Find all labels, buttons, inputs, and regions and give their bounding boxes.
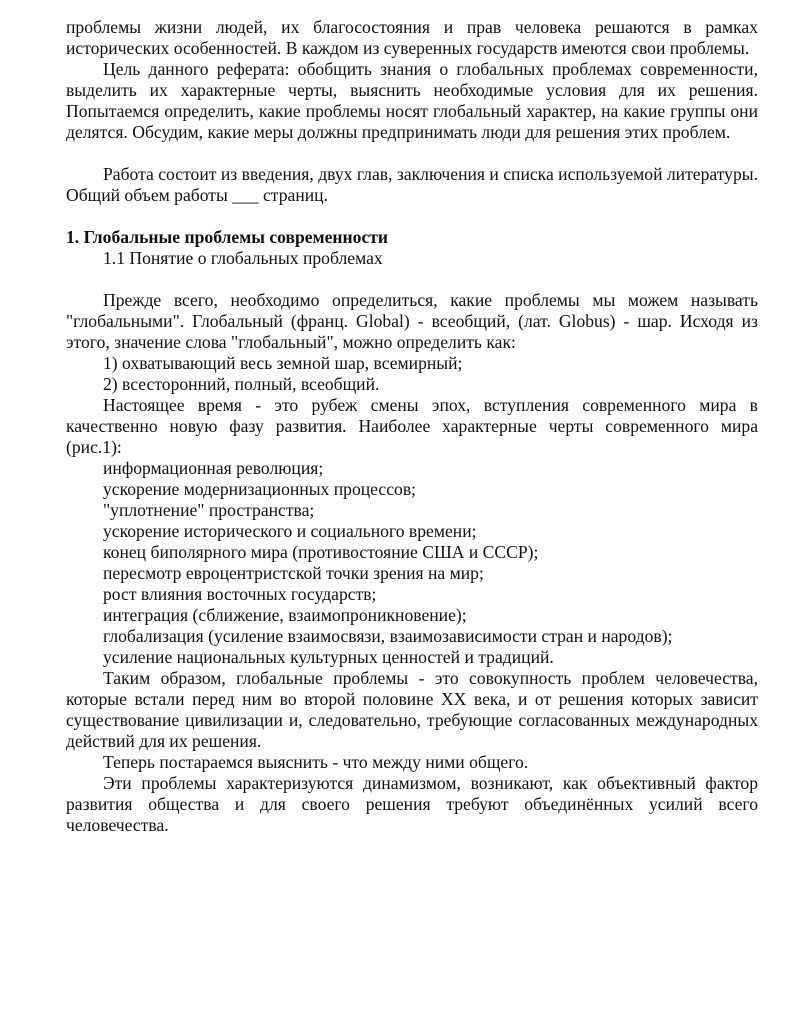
feature-item: пересмотр евроцентристской точки зрения на мир; xyxy=(103,563,484,583)
blank-line xyxy=(66,143,758,164)
section-heading: 1. Глобальные проблемы современности xyxy=(66,227,389,247)
feature-item: "уплотнение" пространства; xyxy=(103,500,315,520)
feature-item: конец биполярного мира (противостояние США и СССР); xyxy=(103,542,539,562)
paragraph-dynamism: Эти проблемы характеризуются динамизмом, возникают, как объективный фактор развития общества и для своего решения требуют объединённых усилий всего человечества. xyxy=(66,773,758,835)
feature-item: интеграция (сближение, взаимопроникновение); xyxy=(103,605,467,625)
paragraph-definition: Прежде всего, необходимо определиться, какие проблемы мы можем называть "глобальными". Глобальный (франц. Global) - всеобщий, (лат. Globus) - шар. Исходя из этого, значение слова "глобальный", можно определить как: xyxy=(66,290,758,352)
feature-item: информационная революция; xyxy=(103,458,324,478)
feature-item: глобализация (усиление взаимосвязи, взаимозависимости стран и народов); xyxy=(103,626,673,646)
feature-item: ускорение модернизационных процессов; xyxy=(103,479,417,499)
paragraph-common: Теперь постараемся выяснить - что между ними общего. xyxy=(103,752,529,772)
paragraph-goal: Цель данного реферата: обобщить знания о глобальных проблемах современности, выделить их характерные черты, выяснить необходимые условия для их решения. Попытаемся определить, какие проблемы носят глобальный характер, на какие группы они делятся. Обсудим, какие меры должны предпринимать люди для решения этих проблем. xyxy=(66,59,758,142)
meaning-item: 1) охватывающий весь земной шар, всемирный; xyxy=(103,353,463,373)
feature-item: усиление национальных культурных ценностей и традиций. xyxy=(103,647,554,667)
paragraph-present: Настоящее время - это рубеж смены эпох, вступления современного мира в качественно новую фазу развития. Наиболее характерные черты современного мира (рис.1): xyxy=(66,395,758,457)
feature-item: рост влияния восточных государств; xyxy=(103,584,377,604)
paragraph-intro-end: проблемы жизни людей, их благосостояния и прав человека решаются в рамках исторических особенностей. В каждом из суверенных государств имеются свои проблемы. xyxy=(66,17,758,58)
feature-item: ускорение исторического и социального времени; xyxy=(103,521,477,541)
paragraph-structure: Работа состоит из введения, двух глав, заключения и списка используемой литературы. Общий объем работы ___ страниц. xyxy=(66,164,758,205)
blank-line xyxy=(66,206,758,227)
meaning-item: 2) всесторонний, полный, всеобщий. xyxy=(103,374,380,394)
blank-line xyxy=(66,269,758,290)
subsection-heading: 1.1 Понятие о глобальных проблемах xyxy=(103,248,383,268)
document-page xyxy=(66,17,758,836)
paragraph-thus: Таким образом, глобальные проблемы - это совокупность проблем человечества, которые встали перед ним во второй половине XX века, и от решения которых зависит существование цивилизации и, следовательно, требующие согласованных международных действий для их решения. xyxy=(66,668,758,751)
